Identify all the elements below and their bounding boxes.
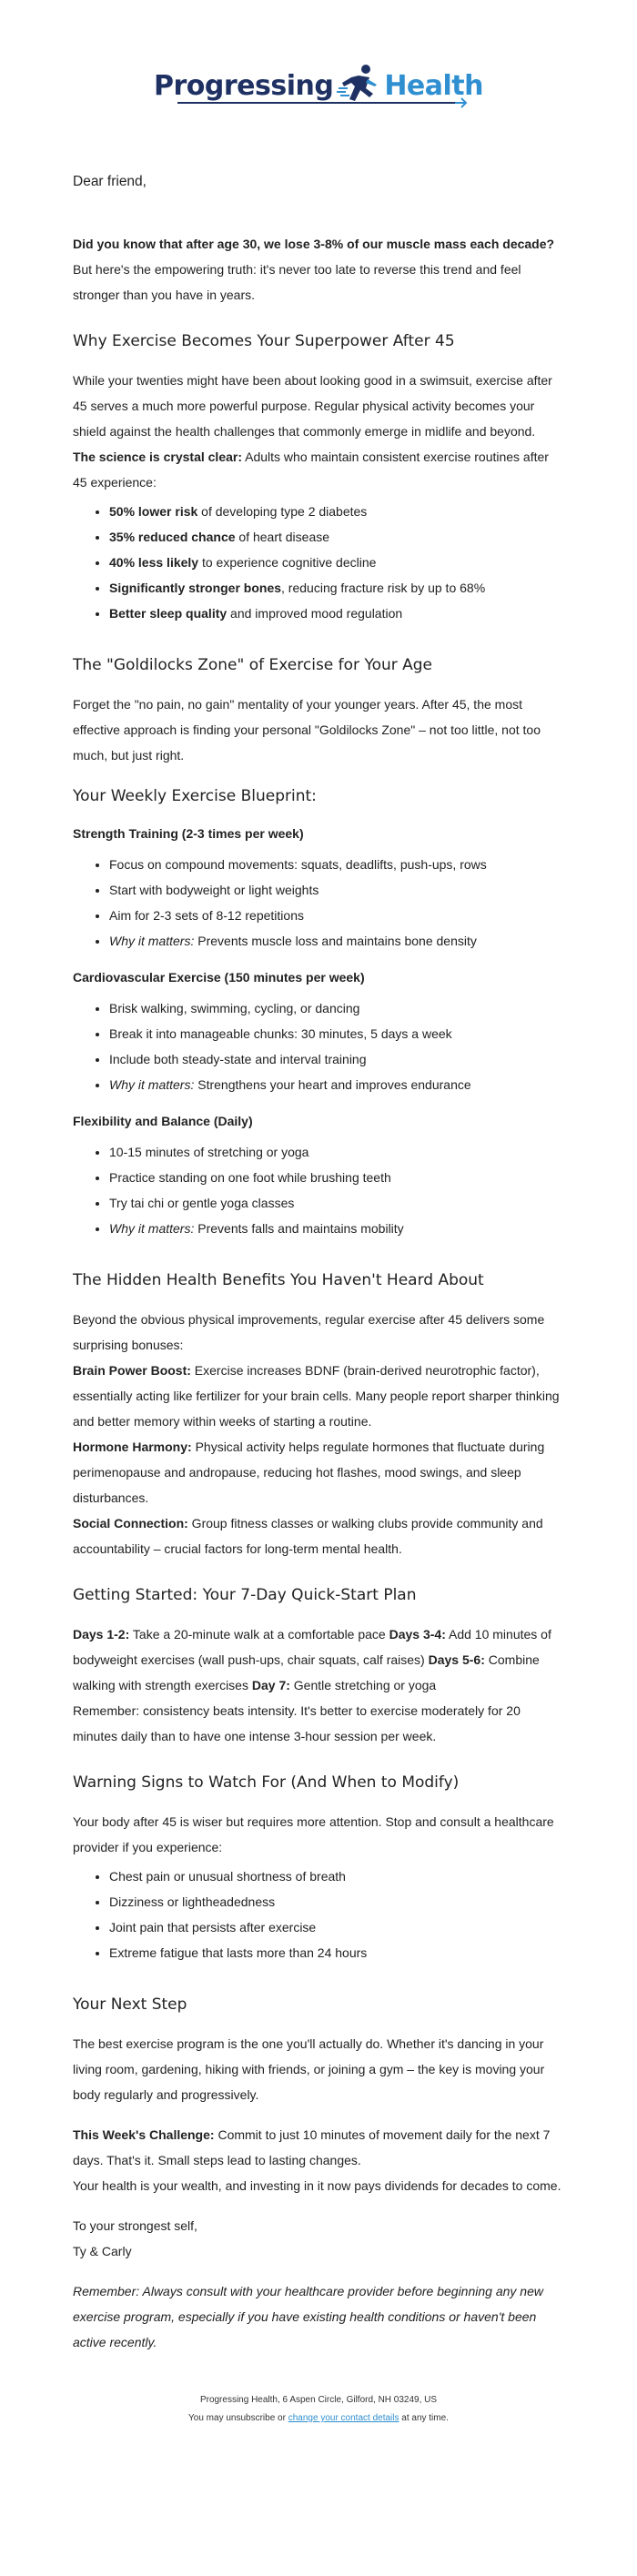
list-item: • Why it matters: Strengthens your heart and improves endurance xyxy=(109,1072,564,1097)
greeting: Dear friend, xyxy=(73,174,147,189)
signature-names: Ty & Carly xyxy=(73,2244,132,2258)
challenge-paragraph: This Week's Challenge: Commit to just 10 minutes of movement daily for the next 7 days. That's it. Small steps lead to lasting changes. xyxy=(73,2127,551,2167)
logo-text-health: Health xyxy=(384,70,484,102)
hormone-paragraph: Hormone Harmony: Physical activity helps regulate hormones that fluctuate during perimenopause and andropause, reducing hot flashes, mood swings, and sleep disturbances. xyxy=(73,1440,545,1505)
list-item: • 50% lower risk of developing type 2 diabetes xyxy=(109,499,564,524)
brain-paragraph: Brain Power Boost: Exercise increases BDNF (brain-derived neurotrophic factor), essentially acting like fertilizer for your brain cells. Many people report sharper thinking and better memory within weeks of starting a routine. xyxy=(73,1363,560,1429)
next-paragraph: The best exercise program is the one you'll actually do. Whether it's dancing in your living room, gardening, hiking with friends, or joining a gym – the key is moving your body regularly and progressively. xyxy=(73,2036,545,2102)
why-heading: Why Exercise Becomes Your Superpower After 45 xyxy=(73,332,455,350)
warning-list xyxy=(73,1864,564,1965)
email-body xyxy=(0,115,637,2428)
footer xyxy=(73,2391,564,2428)
list-item: • 10-15 minutes of stretching or yoga xyxy=(109,1139,564,1165)
hidden-heading: The Hidden Health Benefits You Haven't Heard About xyxy=(73,1271,484,1289)
list-item: • 35% reduced chance of heart disease xyxy=(109,524,564,550)
logo-underline xyxy=(177,102,460,104)
intro-bold: Did you know that after age 30, we lose 3-8% of our muscle mass each decade? xyxy=(73,237,555,251)
logo-text-progressing: Progressing xyxy=(153,70,334,102)
list-item: • Try tai chi or gentle yoga classes xyxy=(109,1190,564,1216)
footer-address: Progressing Health, 6 Aspen Circle, Gilford, NH 03249, US xyxy=(199,2395,438,2405)
cardio-title: Cardiovascular Exercise (150 minutes per week) xyxy=(73,970,365,985)
list-item: • Joint pain that persists after exercise xyxy=(109,1914,564,1940)
list-item: • Aim for 2-3 sets of 8-12 repetitions xyxy=(109,903,564,928)
goldilocks-paragraph: Forget the "no pain, no gain" mentality of your younger years. After 45, the most effective approach is finding your personal "Goldilocks Zone" – not too little, not too much, but just right. xyxy=(73,697,541,763)
plan-paragraph: Days 1-2: Take a 20-minute walk at a comfortable pace Days 3-4: Add 10 minutes of bodyweight exercises (wall push-ups, chair squats, calf raises) Days 5-6: Combine walking with strength exercises Day 7: Gentle stretching or yoga xyxy=(73,1627,551,1692)
warning-heading: Warning Signs to Watch For (And When to Modify) xyxy=(73,1773,460,1792)
runner-icon xyxy=(333,61,384,112)
hidden-paragraph: Beyond the obvious physical improvements, regular exercise after 45 delivers some surprising bonuses: xyxy=(73,1312,545,1352)
social-paragraph: Social Connection: Group fitness classes or walking clubs provide community and accountability – crucial factors for long-term mental health. xyxy=(73,1516,543,1556)
wealth-paragraph: Your health is your wealth, and investing in it now pays dividends for decades to come. xyxy=(73,2178,561,2193)
why-paragraph: While your twenties might have been about looking good in a swimsuit, exercise after 45 serves a much more powerful purpose. Regular physical activity becomes your shield against the health challenges that commonly emerge in midlife and beyond. xyxy=(73,373,552,439)
list-item: • Dizziness or lightheadedness xyxy=(109,1889,564,1914)
cardio-list xyxy=(73,995,564,1097)
disclaimer: Remember: Always consult with your healthcare provider before beginning any new exercise program, especially if you have existing health conditions or haven't been active recently. xyxy=(73,2284,543,2349)
list-item: • Better sleep quality and improved mood regulation xyxy=(109,601,564,626)
warning-paragraph: Your body after 45 is wiser but requires more attention. Stop and consult a healthcare provider if you experience: xyxy=(73,1814,554,1854)
list-item: • Why it matters: Prevents muscle loss and maintains bone density xyxy=(109,928,564,954)
list-item: • Brisk walking, swimming, cycling, or dancing xyxy=(109,995,564,1021)
list-item: • Chest pain or unusual shortness of breath xyxy=(109,1864,564,1889)
signoff: To your strongest self, xyxy=(73,2218,197,2233)
list-item: • Focus on compound movements: squats, deadlifts, push-ups, rows xyxy=(109,852,564,877)
logo xyxy=(0,0,637,115)
change-contact-link[interactable]: change your contact details xyxy=(288,2413,399,2423)
next-heading: Your Next Step xyxy=(73,1995,187,2014)
list-item: • Practice standing on one foot while brushing teeth xyxy=(109,1165,564,1190)
benefits-list xyxy=(73,499,564,626)
arrow-icon xyxy=(455,97,468,108)
science-paragraph xyxy=(73,444,564,495)
list-item: • 40% less likely to experience cognitive decline xyxy=(109,550,564,575)
strength-list xyxy=(73,852,564,954)
start-heading: Getting Started: Your 7-Day Quick-Start Plan xyxy=(73,1586,417,1604)
strength-title: Strength Training (2-3 times per week) xyxy=(73,826,304,841)
flex-list xyxy=(73,1139,564,1241)
intro-paragraph xyxy=(73,231,564,308)
goldilocks-heading: The "Goldilocks Zone" of Exercise for Your Age xyxy=(73,656,433,674)
intro-text: But here's the empowering truth: it's never too late to reverse this trend and feel stronger than you have in years. xyxy=(73,262,521,302)
science-bold: The science is crystal clear: xyxy=(73,450,242,464)
science-text: Adults who maintain consistent exercise routines after 45 experience: xyxy=(73,450,549,490)
list-item: • Include both steady-state and interval training xyxy=(109,1046,564,1072)
list-item: • Significantly stronger bones, reducing fracture risk by up to 68% xyxy=(109,575,564,601)
blueprint-heading: Your Weekly Exercise Blueprint: xyxy=(73,787,317,805)
remember-paragraph: Remember: consistency beats intensity. It's better to exercise moderately for 20 minutes daily than to have one intense 3-hour session per week. xyxy=(73,1703,521,1743)
flex-title: Flexibility and Balance (Daily) xyxy=(73,1114,253,1128)
list-item: • Break it into manageable chunks: 30 minutes, 5 days a week xyxy=(109,1021,564,1046)
list-item: • Start with bodyweight or light weights xyxy=(109,877,564,903)
list-item: • Extreme fatigue that lasts more than 24 hours xyxy=(109,1940,564,1965)
list-item: • Why it matters: Prevents falls and maintains mobility xyxy=(109,1216,564,1241)
footer-unsubscribe: You may unsubscribe or change your contact details at any time. xyxy=(188,2413,449,2423)
